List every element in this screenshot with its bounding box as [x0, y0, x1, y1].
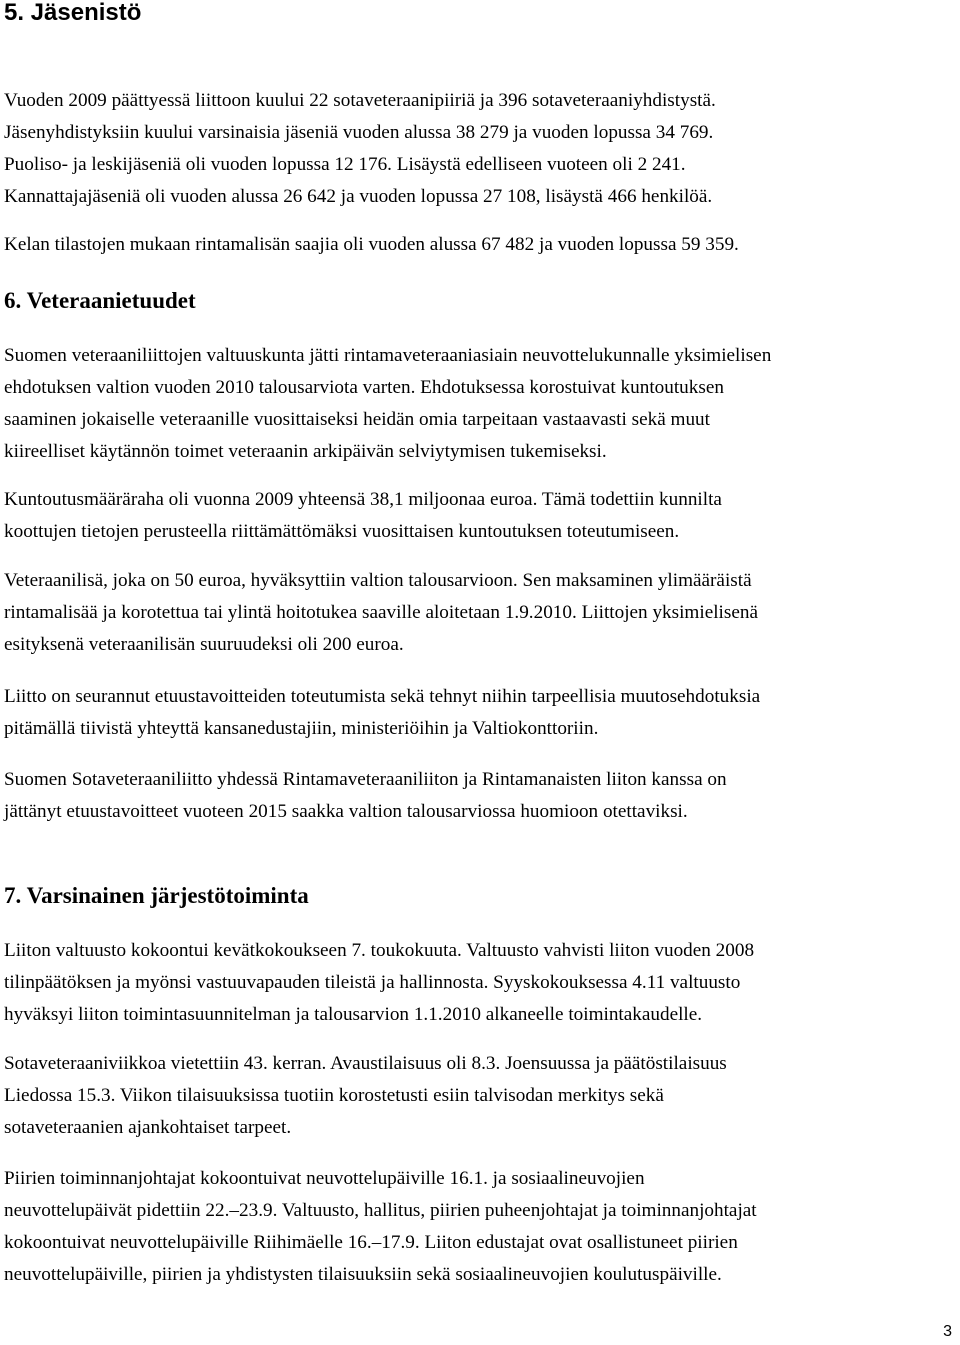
text-line: kiireelliset käytännön toimet veteraanin arkipäivän selviytymisen tukemiseksi. [4, 441, 607, 462]
text-line: kokoontuivat neuvottelupäiville Riihimäelle 16.–17.9. Liiton edustajat ovat osallistuneet piirien [4, 1232, 738, 1253]
text-line: pitämällä tiivistä yhteyttä kansanedustajiin, ministeriöihin ja Valtiokonttoriin. [4, 718, 599, 739]
text-line: Kelan tilastojen mukaan rintamalisän saajia oli vuoden alussa 67 482 ja vuoden lopussa 59 359. [4, 234, 739, 255]
text-line: Liiton valtuusto kokoontui kevätkokoukseen 7. toukokuuta. Valtuusto vahvisti liiton vuoden 2008 [4, 940, 755, 961]
text-line: Suomen Sotaveteraaniliitto yhdessä Rintamaveteraaniliiton ja Rintamanaisten liiton kanssa on [4, 769, 727, 790]
text-line: koottujen tietojen perusteella riittämättömäksi vuosittaisen kuntoutuksen toteutumiseen. [4, 521, 680, 542]
text-line: sotaveteraanien ajankohtaiset tarpeet. [4, 1117, 292, 1138]
text-line: jättänyt etuustavoitteet vuoteen 2015 saakka valtion talousarviossa huomioon otettaviksi. [4, 801, 688, 822]
text-line: Kannattajajäseniä oli vuoden alussa 26 642 ja vuoden lopussa 27 108, lisäystä 466 henkilöä. [4, 186, 713, 207]
text-line: Liedossa 15.3. Viikon tilaisuuksissa tuotiin korostetusti esiin talvisodan merkitys sekä [4, 1085, 664, 1106]
section-5-paragraph-1 [4, 85, 956, 213]
text-line: ehdotuksen valtion vuoden 2010 talousarviota varten. Ehdotuksessa korostuivat kuntoutuksen [4, 377, 724, 398]
text-line: Vuoden 2009 päättyessä liittoon kuului 22 sotaveteraanipiiriä ja 396 sotaveteraaniyhdistystä. [4, 90, 716, 111]
section-7-heading: 7. Varsinainen järjestötoiminta [4, 883, 309, 908]
section-6-paragraph-5 [4, 764, 956, 828]
text-line: Veteraanilisä, joka on 50 euroa, hyväksyttiin valtion talousarvioon. Sen maksaminen ylimääräistä [4, 570, 752, 591]
text-line: tilinpäätöksen ja myönsi vastuuvapauden tileistä ja hallinnosta. Syyskokouksessa 4.11 valtuusto [4, 972, 741, 993]
text-line: neuvottelupäiville, piirien ja yhdistysten tilaisuuksiin sekä sosiaalineuvojien koulutuspäiville. [4, 1264, 722, 1285]
section-6-paragraph-4 [4, 681, 956, 745]
section-5-paragraph-2 [4, 229, 956, 261]
text-line: hyväksyi liiton toimintasuunnitelman ja talousarvion 1.1.2010 alkaneelle toimintakaudelle. [4, 1004, 703, 1025]
text-line: saaminen jokaiselle veteraanille vuosittaiseksi heidän omia tarpeitaan vastaavasti sekä muut [4, 409, 710, 430]
text-line: Puoliso- ja leskijäseniä oli vuoden lopussa 12 176. Lisäystä edelliseen vuoteen oli 2 241. [4, 154, 686, 175]
section-7-paragraph-2 [4, 1048, 956, 1144]
section-6-paragraph-1 [4, 340, 956, 468]
text-line: Sotaveteraaniviikkoa vietettiin 43. kerran. Avaustilaisuus oli 8.3. Joensuussa ja päätöstilaisuus [4, 1053, 727, 1074]
section-6-paragraph-3 [4, 565, 956, 661]
text-line: Kuntoutusmääräraha oli vuonna 2009 yhteensä 38,1 miljoonaa euroa. Tämä todettiin kunnilta [4, 489, 722, 510]
text-line: neuvottelupäivät pidettiin 22.–23.9. Valtuusto, hallitus, piirien puheenjohtajat ja toiminnanjohtajat [4, 1200, 757, 1221]
text-line: Piirien toiminnanjohtajat kokoontuivat neuvottelupäiville 16.1. ja sosiaalineuvojien [4, 1168, 645, 1189]
section-6-paragraph-2 [4, 484, 956, 548]
text-line: Liitto on seurannut etuustavoitteiden toteutumista sekä tehnyt niihin tarpeellisia muutosehdotuksia [4, 686, 761, 707]
section-5-heading: 5. Jäsenistö [4, 0, 142, 26]
text-line: Jäsenyhdistyksiin kuului varsinaisia jäseniä vuoden alussa 38 279 ja vuoden lopussa 34 769. [4, 122, 714, 143]
section-7-paragraph-3 [4, 1163, 956, 1291]
text-line: esityksenä veteraanilisän suuruudeksi oli 200 euroa. [4, 634, 404, 655]
page-number: 3 [943, 1323, 952, 1340]
text-line: Suomen veteraaniliittojen valtuuskunta jätti rintamaveteraaniasiain neuvottelukunnalle yksimielisen [4, 345, 772, 366]
text-line: rintamalisää ja korotettua tai ylintä hoitotukea saaville aloitetaan 1.9.2010. Liittojen yksimielisenä [4, 602, 758, 623]
section-6-heading: 6. Veteraanietuudet [4, 288, 196, 313]
section-7-paragraph-1 [4, 935, 956, 1031]
